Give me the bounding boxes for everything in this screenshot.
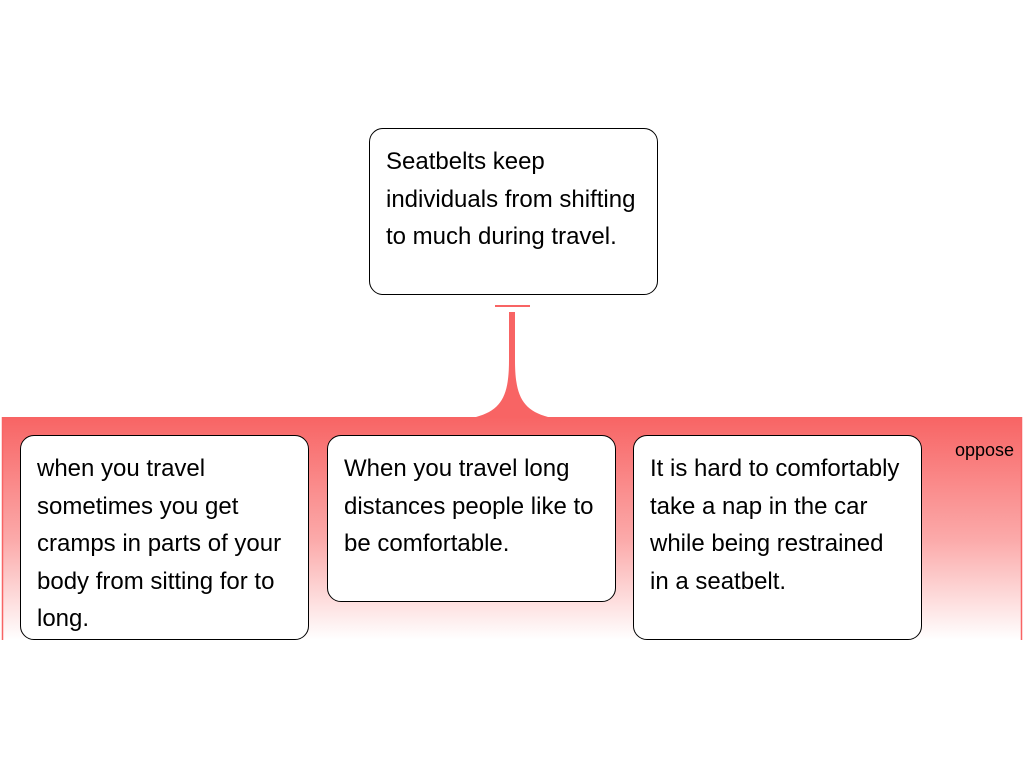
root-claim-text: Seatbelts keep individuals from shifting to much during travel. [386,148,636,250]
oppose-group-label: oppose [954,440,1014,460]
oppose-reason-node-2[interactable] [327,435,616,602]
root-claim-node[interactable] [369,128,658,295]
root-connector-stem [476,312,548,417]
oppose-reason-text-2: When you travel long distances people like to be comfortable. [344,455,594,557]
oppose-reason-text-1: when you travel sometimes you get cramps in parts of your body from sitting for to long. [37,455,282,632]
oppose-reason-text-3: It is hard to comfortably take a nap in the car while being restrained in a seatbelt. [650,455,900,595]
oppose-reason-node-1[interactable] [20,435,309,640]
oppose-reason-node-3[interactable] [633,435,922,640]
